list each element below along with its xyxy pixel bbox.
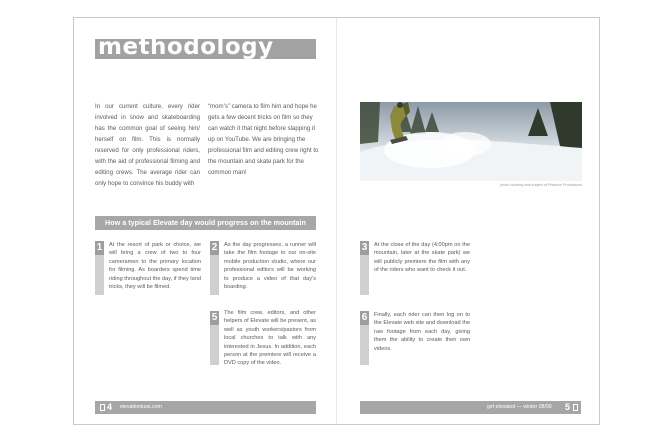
step-number-marker [210, 311, 219, 365]
section-header-bar [95, 216, 316, 230]
snowboarder-photo [360, 102, 582, 181]
footer-tagline: get elevated — winter 08/09 [487, 404, 552, 410]
step-number-marker [360, 311, 369, 365]
step-number: 5 [211, 312, 218, 323]
step-number-marker [95, 241, 104, 295]
snowboarder-photo-art [360, 102, 582, 181]
step-text: At the resort of park or choice, we will bring a crew of two to four cameramen to the primary location for filming. As boarders spend time riding throughout the day, if they land tricks, they will be filmed. [109, 242, 201, 291]
step-number-strip [95, 255, 104, 295]
pine-trees-right [528, 102, 582, 150]
step-number-strip [210, 255, 219, 295]
step-number: 3 [361, 242, 368, 253]
step-number-strip [360, 255, 369, 295]
step-text: As the day progresses, a runner will take the film footage to our on-site mobile production studio, where our professional editors will be working to produce a video of that day’s boarding. [224, 242, 316, 291]
section-title: How a typical Elevate day would progress on the mountain [105, 218, 306, 227]
step-text: At the close of the day (4:00pm on the mountain, later at the skate park) we will publicly premiere the film with any of the riders who want to check it out. [374, 242, 470, 274]
intro-column-1: In our current culture, every rider involved in snow and skateboarding has the common goal of seeing him/ herself on film. This is normally reserved for only professional riders, with the aid of professional filming and editing crews. The average rider can only hope to convince his buddy with [95, 103, 200, 187]
step-number: 6 [361, 312, 368, 323]
step-number: 1 [96, 242, 103, 253]
step-number-marker [210, 241, 219, 295]
folio-icon [573, 404, 578, 411]
intro-column-2: “mom’s” camera to film him and hope he gets a few decent tricks on film so they can watch it that night before slapping it up on YouTube. We are bringing the professional film and editing crew right to the mountain and skate park for the common man! [208, 103, 319, 176]
step-text: Finally, each rider can then log on to the Elevate web site and download the raw footage from each day, giving them the ability to create their own videos. [374, 312, 470, 352]
page-title: methodology [98, 34, 274, 60]
footer-website: elevationtuse.com [120, 404, 162, 410]
footer-left-bar [95, 401, 316, 414]
step-text: The film crew, editors, and other helpers of Elevate will be present, as well as youth workers/pastors from local churches to talk with any interested in Jesus. In addition, each person at the premiere will receive a DVD copy of the video. [224, 310, 316, 367]
page-number-left: 4 [107, 402, 113, 412]
title-bar [95, 34, 316, 60]
step-number-strip [360, 325, 369, 365]
step-number-marker [360, 241, 369, 295]
page-number-right: 5 [565, 402, 571, 412]
step-number-strip [210, 325, 219, 365]
photo-caption: photo courtesy and subject of Phasnoc Productions [500, 183, 582, 187]
folio-icon [100, 404, 105, 411]
spread-divider [336, 18, 337, 424]
footer-right-bar [360, 401, 581, 414]
step-number: 2 [211, 242, 218, 253]
